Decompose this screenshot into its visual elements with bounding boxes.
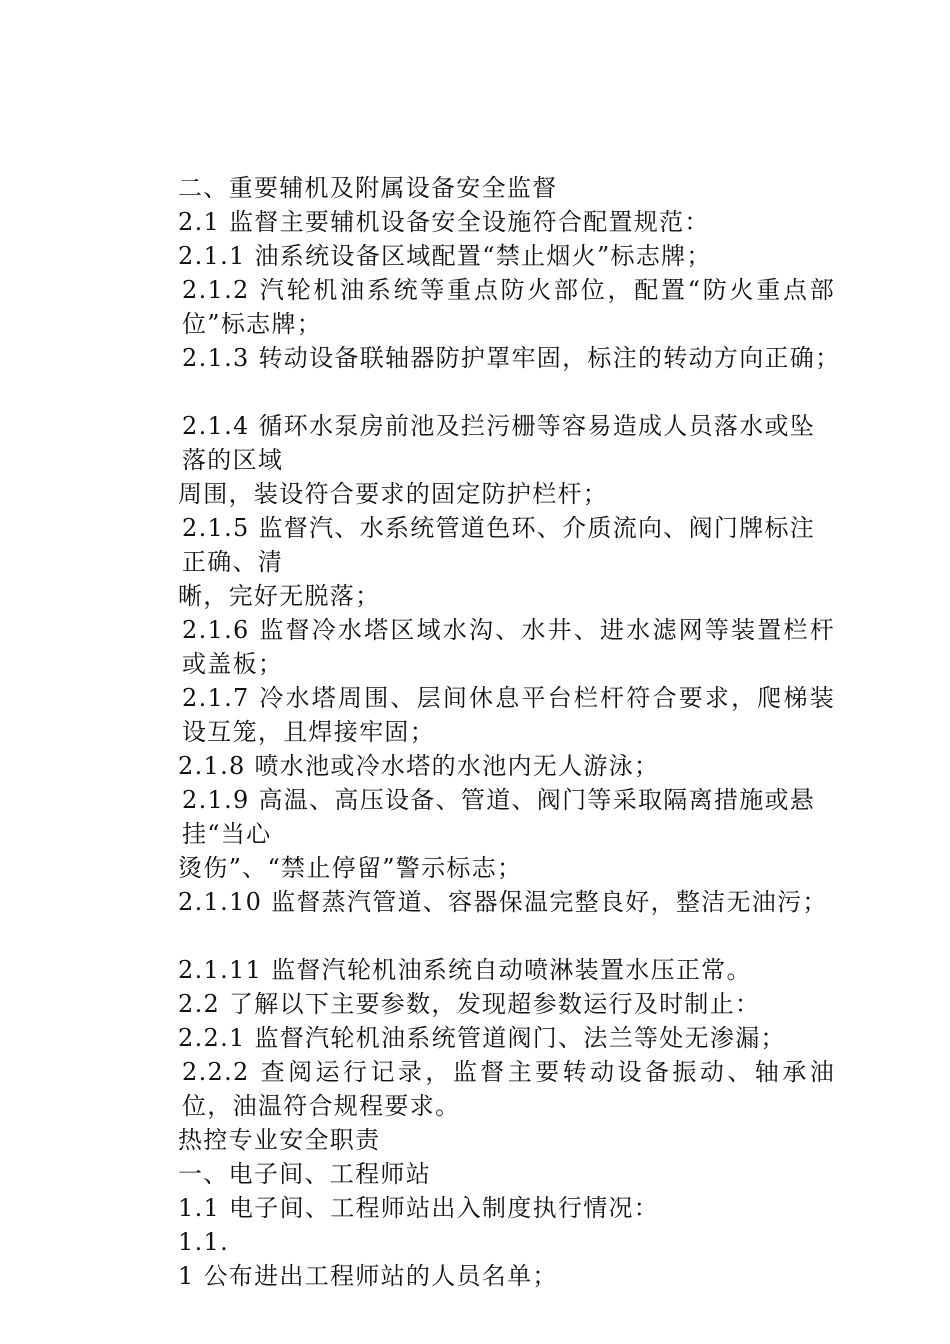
blank-line [130,375,835,409]
clause-2-1-5-continued: 晰，完好无脱落； [178,582,381,610]
blank-line [130,919,835,953]
clause-2-1-9-continued: 烫伤”、“禁止停留”警示标志； [178,854,523,882]
clause-2-1-4: 2.1.4 循环水泵房前池及拦污栅等容易造成人员落水或坠落的区域 [182,412,816,474]
clause-2-1: 2.1 监督主要辅机设备安全设施符合配置规范： [178,208,710,236]
document-body [130,171,841,1293]
clause-2-1-5: 2.1.5 监督汽、水系统管道色环、介质流向、阀门牌标注正确、清 [182,514,816,576]
clause-2-2-1: 2.2.1 监督汽轮机油系统管道阀门、法兰等处无渗漏； [178,1024,786,1052]
clause-2-1-1: 2.1.1 油系统设备区域配置“禁止烟火”标志牌； [178,242,712,270]
clause-2-1-6: 2.1.6 监督冷水塔区域水沟、水井、进水滤网等装置栏杆或盖板； [182,616,835,678]
clause-2-1-10: 2.1.10 监督蒸汽管道、容器保温完整良好，整洁无油污； [178,888,828,916]
clause-2-1-11: 2.1.11 监督汽轮机油系统自动喷淋装置水压正常。 [178,956,752,984]
section-heading: 二、重要辅机及附属设备安全监督 [178,174,558,202]
clause-2-1-7: 2.1.7 冷水塔周围、层间休息平台栏杆符合要求，爬梯装设互笼，且焊接牢固； [182,684,835,746]
clause-1-1-1: 1 公布进出工程师站的人员名单； [178,1262,558,1290]
clause-2-1-8: 2.1.8 喷水池或冷水塔的水池内无人游泳； [178,752,660,780]
clause-2-1-2: 2.1.2 汽轮机油系统等重点防火部位，配置“防火重点部位”标志牌； [182,276,835,338]
section-heading-electronics-room: 一、电子间、工程师站 [178,1160,431,1188]
clause-2-1-3: 2.1.3 转动设备联轴器防护罩牢固，标注的转动方向正确； [182,344,841,372]
clause-1-1-number: 1.1. [178,1228,229,1256]
clause-2-1-4-continued: 周围，装设符合要求的固定防护栏杆； [178,480,609,508]
clause-1-1: 1.1 电子间、工程师站出入制度执行情况： [178,1194,660,1222]
clause-2-2: 2.2 了解以下主要参数，发现超参数运行及时制止： [178,990,761,1018]
clause-2-1-9: 2.1.9 高温、高压设备、管道、阀门等采取隔离措施或悬挂“当心 [182,786,816,848]
section-title-thermal-control: 热控专业安全职责 [178,1126,381,1154]
clause-2-2-2: 2.2.2 查阅运行记录，监督主要转动设备振动、轴承油位，油温符合规程要求。 [182,1058,835,1120]
